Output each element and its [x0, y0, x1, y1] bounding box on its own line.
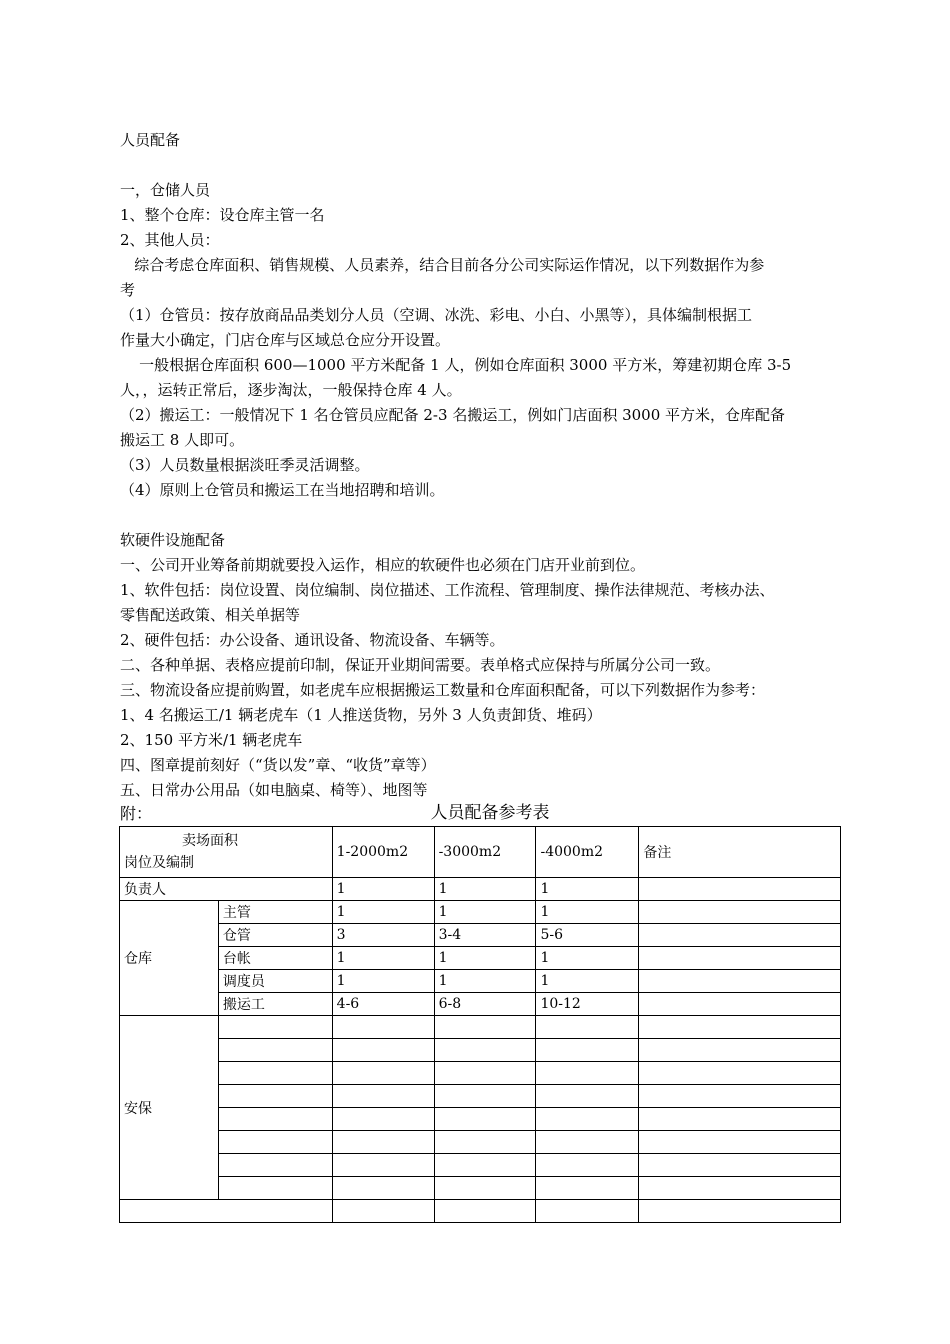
table-cell	[639, 1177, 841, 1200]
table-cell	[536, 1131, 639, 1154]
paragraph-line: 1、软件包括：岗位设置、岗位编制、岗位描述、工作流程、管理制度、操作法律规范、考核办法、	[120, 581, 775, 599]
table-row-security	[120, 1062, 841, 1085]
table-cell: 1	[332, 878, 434, 901]
paragraph-line: 搬运工 8 人即可。	[120, 431, 245, 449]
table-row-security	[120, 1154, 841, 1177]
table-cell	[434, 1154, 536, 1177]
section-title-facilities: 软硬件设施配备	[120, 531, 226, 549]
table-cell	[218, 1108, 332, 1131]
table-row-security	[120, 1131, 841, 1154]
table-header-row	[120, 827, 841, 878]
table-cell: 1	[434, 901, 536, 924]
table-cell	[639, 1085, 841, 1108]
table-cell	[332, 1039, 434, 1062]
table-cell: 1	[536, 970, 639, 993]
row-sublabel: 搬运工	[218, 993, 332, 1016]
table-cell	[332, 1200, 434, 1223]
table-cell	[536, 1200, 639, 1223]
table-cell	[639, 901, 841, 924]
table-cell	[639, 1154, 841, 1177]
table-cell	[639, 1131, 841, 1154]
header-col-2: -3000m2	[434, 827, 536, 878]
table-cell	[536, 1062, 639, 1085]
paragraph-line: 四、图章提前刻好（“货以发”章、“收货”章等）	[120, 756, 436, 774]
paragraph-line: 1、整个仓库：设仓库主管一名	[120, 206, 325, 224]
table-cell: 1	[434, 970, 536, 993]
paragraph-line: 2、150 平方米/1 辆老虎车	[120, 731, 303, 749]
group-label-security: 安保	[120, 1016, 219, 1200]
paragraph-line: 零售配送政策、相关单据等	[120, 606, 301, 624]
table-cell	[218, 1131, 332, 1154]
header-col-1: 1-2000m2	[332, 827, 434, 878]
table-row-security	[120, 1016, 841, 1039]
table-cell	[332, 1154, 434, 1177]
paragraph-line: 考	[120, 281, 136, 299]
table-cell	[434, 1200, 536, 1223]
table-cell	[639, 970, 841, 993]
table-cell: 1	[434, 878, 536, 901]
row-sublabel: 主管	[218, 901, 332, 924]
table-cell	[218, 1039, 332, 1062]
paragraph-line: 五、日常办公用品（如电脑桌、椅等）、地图等	[120, 781, 428, 799]
table-cell	[218, 1062, 332, 1085]
table-cell	[639, 1062, 841, 1085]
table-cell	[434, 1131, 536, 1154]
paragraph-line: （2）搬运工：一般情况下 1 名仓管员应配备 2-3 名搬运工，例如门店面积 3000 平方米，仓库配备	[120, 406, 786, 424]
paragraph-line: 二、各种单据、表格应提前印制，保证开业期间需要。表单格式应保持与所属分公司一致。	[120, 656, 721, 674]
table-row-security	[120, 1177, 841, 1200]
table-cell	[218, 1085, 332, 1108]
diagonal-header-cell	[120, 827, 333, 878]
table-cell	[332, 1085, 434, 1108]
table-cell	[434, 1016, 536, 1039]
table-cell	[332, 1131, 434, 1154]
table-cell	[332, 1177, 434, 1200]
table-cell	[536, 1108, 639, 1131]
table-row	[120, 947, 841, 970]
table-cell: 1	[536, 947, 639, 970]
group-label-warehouse: 仓库	[120, 901, 219, 1016]
table-cell	[536, 1154, 639, 1177]
table-cell	[639, 947, 841, 970]
table-row-security	[120, 1039, 841, 1062]
paragraph-line: 综合考虑仓库面积、销售规模、人员素养，结合目前各分公司实际运作情况，以下列数据作为参	[120, 256, 765, 274]
table-cell	[218, 1154, 332, 1177]
table-cell	[639, 1039, 841, 1062]
table-row	[120, 993, 841, 1016]
table-cell	[639, 924, 841, 947]
table-cell	[639, 993, 841, 1016]
table-cell: 1	[332, 901, 434, 924]
table-title: 人员配备参考表	[430, 803, 550, 823]
table-cell	[218, 1016, 332, 1039]
row-sublabel: 台帐	[218, 947, 332, 970]
appendix-label: 附：	[120, 804, 153, 823]
table-row-security	[120, 1108, 841, 1131]
paragraph-line: 2、其他人员：	[120, 231, 220, 249]
header-col-3: -4000m2	[536, 827, 639, 878]
paragraph-line: 一般根据仓库面积 600—1000 平方米配备 1 人，例如仓库面积 3000 平方米，筹建初期仓库 3-5	[120, 356, 792, 374]
paragraph-line: 2、硬件包括：办公设备、通讯设备、物流设备、车辆等。	[120, 631, 505, 649]
table-cell: 1	[332, 970, 434, 993]
table-cell	[332, 1016, 434, 1039]
table-cell	[536, 1085, 639, 1108]
table-cell: 5-6	[536, 924, 639, 947]
table-row	[120, 970, 841, 993]
paragraph-line: 三、物流设备应提前购置，如老虎车应根据搬运工数量和仓库面积配备，可以下列数据作为参考：	[120, 681, 766, 699]
table-cell: 1	[536, 878, 639, 901]
header-post-staffing: 岗位及编制	[124, 855, 194, 871]
table-cell: 1	[332, 947, 434, 970]
table-cell: 6-8	[434, 993, 536, 1016]
row-label: 负责人	[120, 878, 333, 901]
table-row-blank	[120, 1200, 841, 1223]
table-cell	[639, 878, 841, 901]
table-cell	[536, 1177, 639, 1200]
section-title-staffing: 人员配备	[120, 131, 181, 149]
table-cell	[434, 1062, 536, 1085]
table-cell	[434, 1039, 536, 1062]
paragraph-line: （1）仓管员：按存放商品品类划分人员（空调、冰洗、彩电、小白、小黑等），具体编制根据工	[120, 306, 753, 324]
table-cell: 3	[332, 924, 434, 947]
header-store-area: 卖场面积	[182, 833, 238, 849]
table-cell	[536, 1016, 639, 1039]
table-cell	[639, 1016, 841, 1039]
table-cell: 1	[536, 901, 639, 924]
table-cell: 4-6	[332, 993, 434, 1016]
row-sublabel: 仓管	[218, 924, 332, 947]
header-col-notes: 备注	[639, 827, 841, 878]
table-cell: 3-4	[434, 924, 536, 947]
table-cell	[332, 1108, 434, 1131]
paragraph-line: 人，，运转正常后，逐步淘汰，一般保持仓库 4 人。	[120, 381, 462, 399]
table-cell	[434, 1085, 536, 1108]
table-cell	[434, 1177, 536, 1200]
table-row-manager	[120, 878, 841, 901]
staffing-reference-table	[119, 826, 841, 1223]
table-cell	[218, 1177, 332, 1200]
row-sublabel: 调度员	[218, 970, 332, 993]
table-row	[120, 924, 841, 947]
paragraph-line: 作量大小确定，门店仓库与区域总仓应分开设置。	[120, 331, 451, 349]
table-cell	[120, 1200, 333, 1223]
table-cell: 1	[434, 947, 536, 970]
table-cell	[639, 1108, 841, 1131]
table-cell	[639, 1200, 841, 1223]
paragraph-line: 一，仓储人员	[120, 181, 211, 199]
table-cell	[536, 1039, 639, 1062]
paragraph-line: 1、4 名搬运工/1 辆老虎车（1 人推送货物，另外 3 人负责卸货、堆码）	[120, 706, 602, 724]
paragraph-line: （3）人员数量根据淡旺季灵活调整。	[120, 456, 370, 474]
table-row-security	[120, 1085, 841, 1108]
table-row	[120, 901, 841, 924]
paragraph-line: （4）原则上仓管员和搬运工在当地招聘和培训。	[120, 481, 445, 499]
paragraph-line: 一、公司开业筹备前期就要投入运作，相应的软硬件也必须在门店开业前到位。	[120, 556, 646, 574]
table-cell: 10-12	[536, 993, 639, 1016]
table-cell	[332, 1062, 434, 1085]
table-cell	[434, 1108, 536, 1131]
